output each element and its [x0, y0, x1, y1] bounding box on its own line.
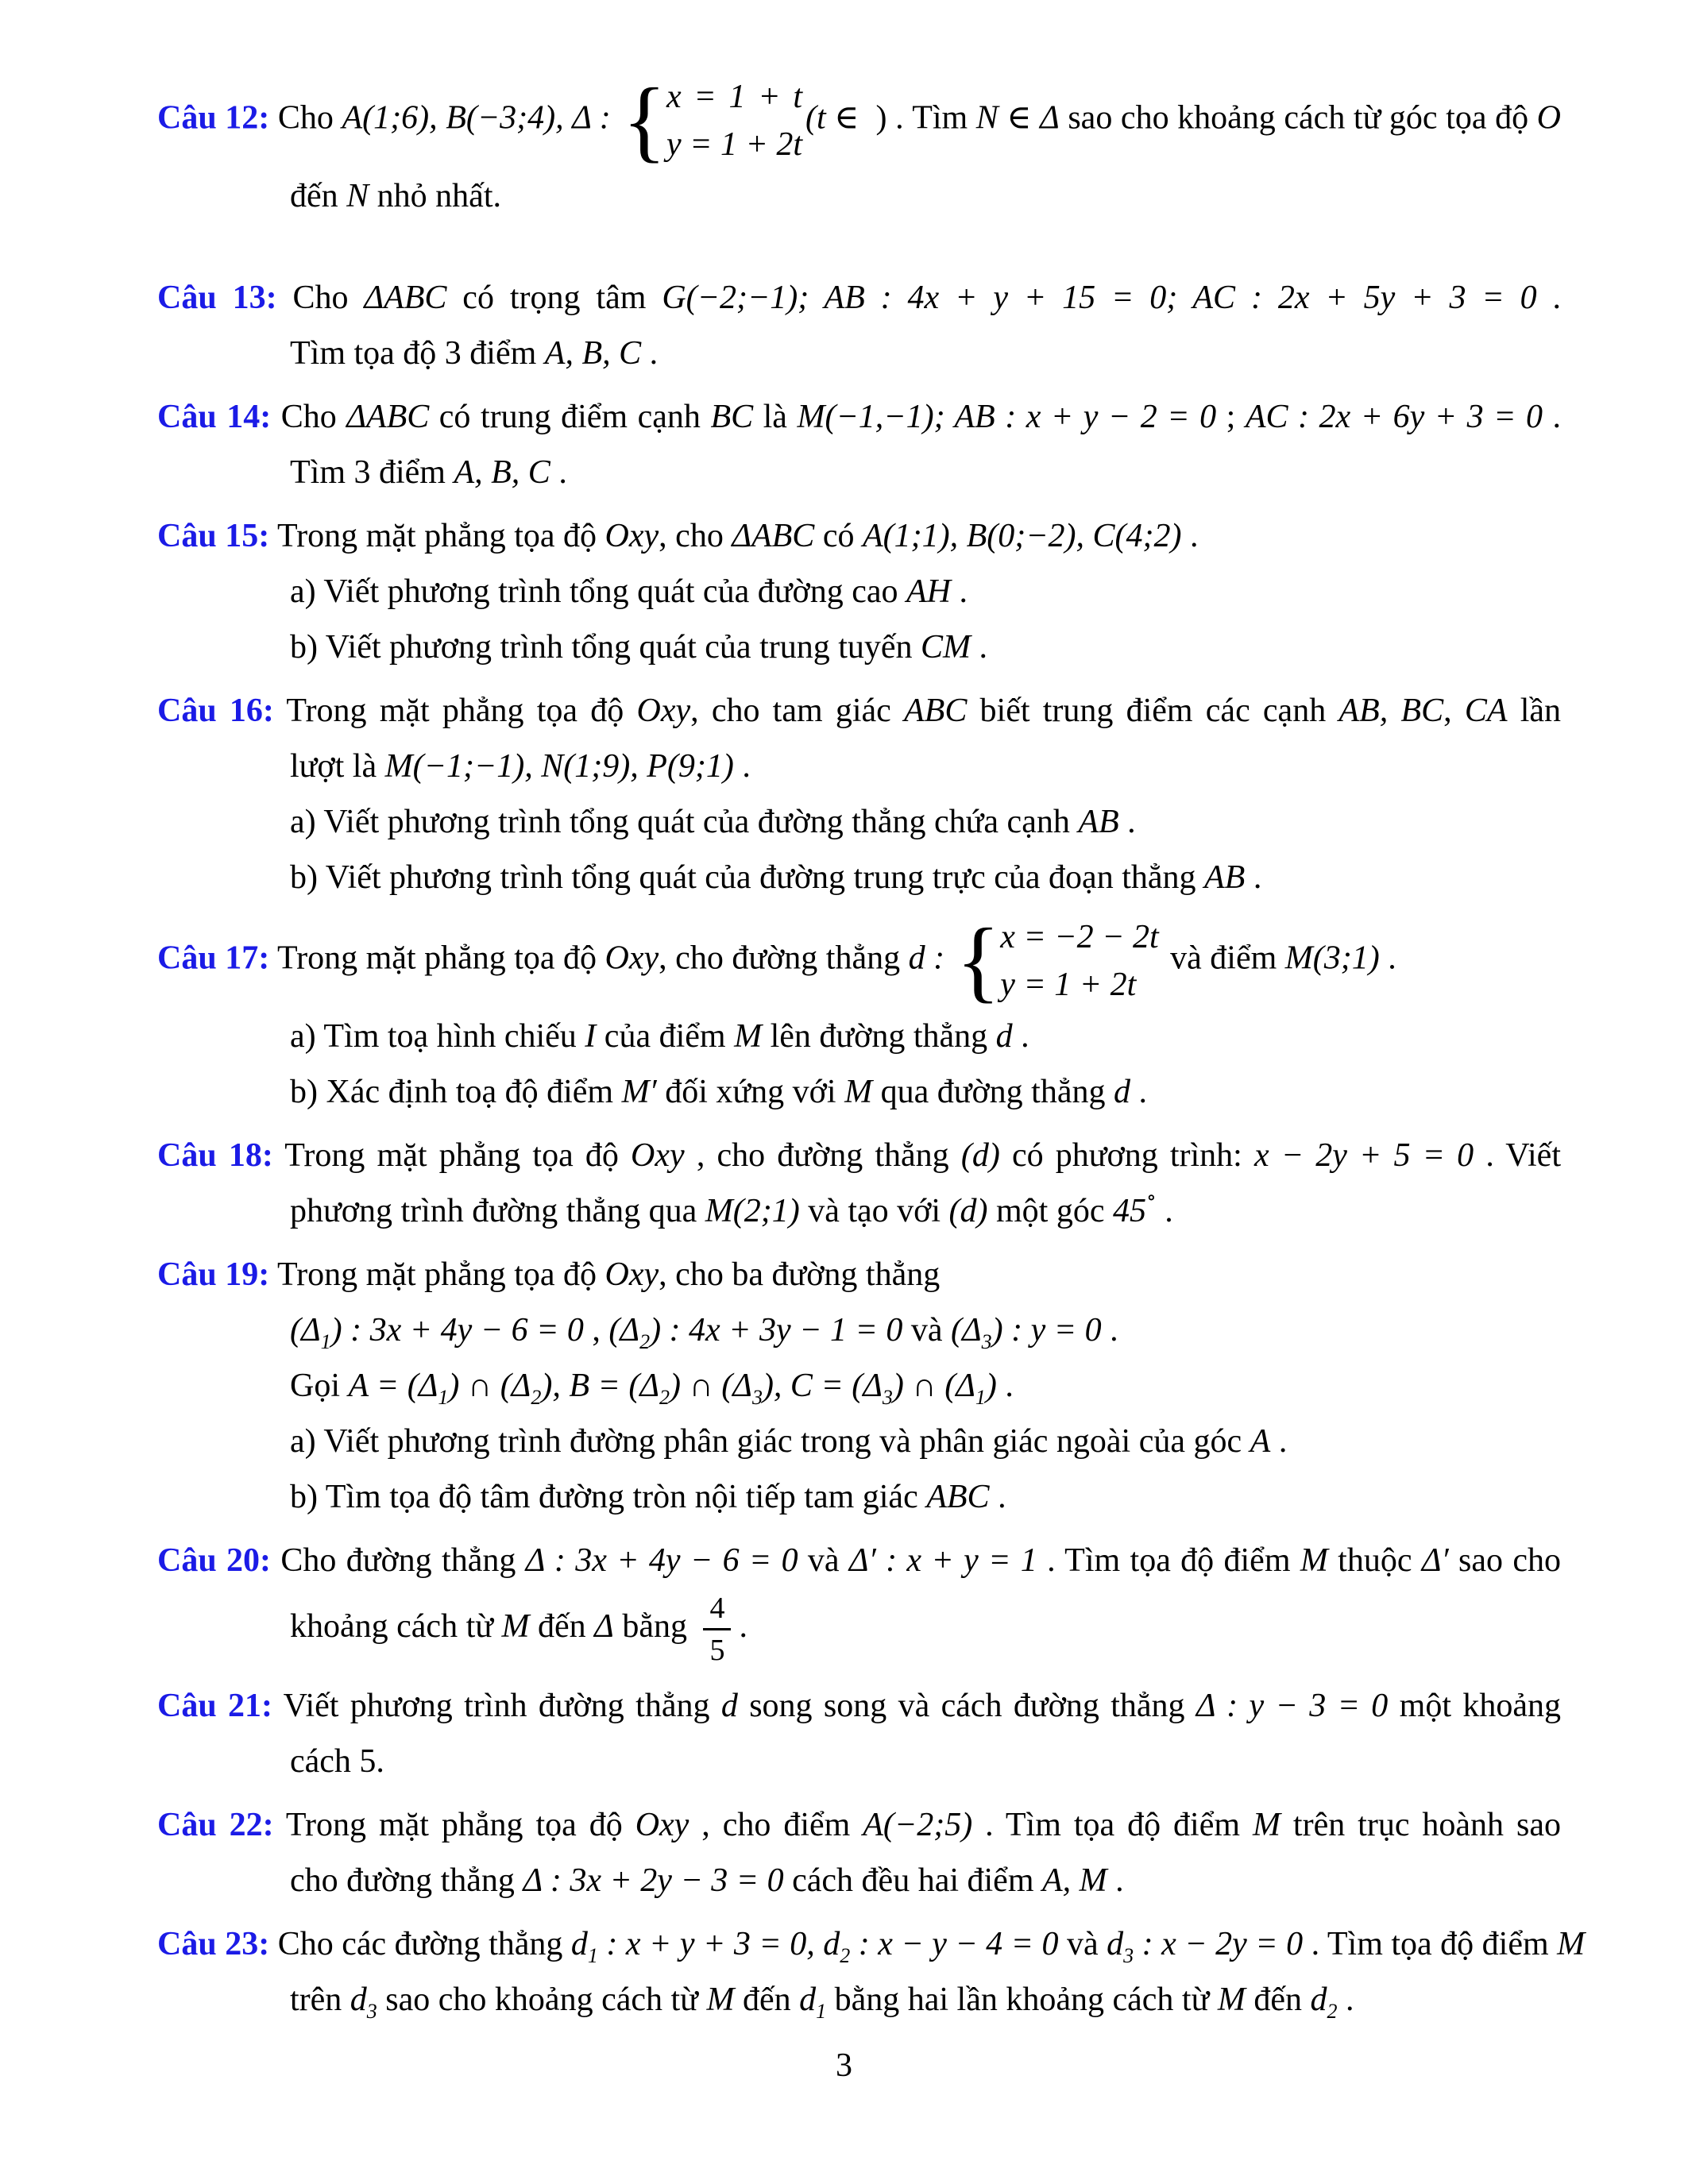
text-run: Cho các đường thẳng: [277, 1926, 571, 1962]
text-run: có: [814, 518, 863, 554]
text-run: nhỏ nhất.: [369, 178, 501, 214]
text-run: a) Viết phương trình đường phân giác trong và phân giác ngoài của góc: [290, 1423, 1250, 1460]
text-run: b) Xác định toạ độ điểm: [290, 1074, 622, 1110]
math-run: : x − y − 4 = 0: [850, 1926, 1059, 1962]
math-run: A(1;6), B(−3;4), Δ :: [342, 99, 620, 137]
text-run: .: [1270, 1423, 1288, 1460]
question-label: Câu 19:: [157, 1256, 270, 1293]
text-run: .: [996, 1368, 1014, 1404]
text-run: . Tìm tọa độ điểm: [1303, 1926, 1558, 1962]
question-line: [290, 1302, 1561, 1358]
text-run: có trọng tâm: [446, 280, 662, 316]
text-run: có trung điểm cạnh: [429, 399, 711, 435]
question-label: Câu 23:: [157, 1926, 270, 1962]
text-run: , cho tam giác: [690, 693, 905, 729]
question-list: [0, 70, 1688, 2028]
question-label: Câu 20:: [157, 1542, 272, 1579]
text-run: đến: [290, 178, 347, 214]
text-run: bằng hai lần khoảng cách từ: [826, 1981, 1218, 2018]
math-run: N ∈ Δ: [975, 99, 1060, 137]
math-run: AH: [906, 573, 951, 610]
math-run: CM: [921, 629, 971, 666]
question-line: [290, 1588, 1561, 1670]
text-run: Cho: [277, 99, 342, 137]
text-run: Cho: [292, 280, 365, 316]
subscript-run: 1: [438, 1386, 449, 1409]
math-run: Oxy: [635, 1807, 689, 1843]
math-run: Δ : 3x + 2y − 3 = 0: [523, 1862, 784, 1899]
text-run: . Tìm tọa độ điểm: [972, 1807, 1253, 1843]
text-run: .: [989, 1479, 1006, 1515]
question-line: [290, 326, 1561, 381]
text-run: ;: [1216, 399, 1246, 435]
math-run: d: [720, 1688, 738, 1724]
math-run: d: [1114, 1074, 1130, 1110]
text-run: trên trục hoành sao: [1280, 1807, 1561, 1843]
text-run: và: [798, 1542, 849, 1579]
math-run: x − 2y + 5 = 0: [1254, 1137, 1474, 1174]
question-line: [290, 1183, 1561, 1239]
question-line: [290, 1358, 1561, 1414]
question-line: [157, 1678, 1561, 1734]
text-run: .: [739, 1608, 747, 1646]
text-run: Cho: [280, 399, 347, 435]
subscript-run: 2: [659, 1386, 670, 1409]
math-run: AC : 2x + 6y + 3 = 0: [1245, 399, 1543, 435]
math-run: BC: [710, 399, 754, 435]
math-run: Δ : y − 3 = 0: [1196, 1688, 1389, 1724]
text-run: một góc: [987, 1193, 1113, 1229]
math-run: M: [1300, 1542, 1328, 1579]
subscript-run: 3: [366, 2000, 377, 2023]
question-line: [157, 910, 1561, 1012]
math-run: M: [844, 1074, 873, 1110]
subscript-run: 1: [587, 1944, 598, 1967]
math-run: ) ∩ (Δ: [892, 1368, 975, 1404]
question-line: [157, 70, 1562, 172]
text-run: Tìm tọa độ 3 điểm: [290, 335, 545, 372]
text-run: , cho đường thẳng: [684, 1137, 961, 1174]
text-run: .: [1118, 804, 1136, 840]
question: [0, 1678, 1688, 1789]
text-run: . Viết: [1474, 1137, 1561, 1174]
question: [0, 1797, 1688, 1908]
math-run: ABC: [926, 1479, 990, 1515]
math-run: Oxy: [631, 1137, 685, 1174]
question: [0, 508, 1688, 675]
question-line: [290, 1853, 1561, 1908]
question-line: [290, 1064, 1561, 1120]
page-number: 3: [836, 2047, 852, 2084]
math-run: : x − 2y = 0: [1134, 1926, 1304, 1962]
math-run: AB: [1078, 804, 1119, 840]
text-run: b) Viết phương trình tổng quát của trung tuyến: [290, 629, 921, 666]
text-run: .: [1379, 940, 1396, 977]
text-run: .: [971, 629, 988, 666]
text-run: .: [1156, 1193, 1173, 1229]
question-line: [157, 1533, 1561, 1588]
math-run: A = (Δ: [348, 1368, 438, 1404]
text-run: một khoảng: [1388, 1688, 1561, 1724]
subscript-run: 2: [1327, 2000, 1338, 2023]
math-run: ΔABC: [346, 399, 430, 435]
question: [0, 270, 1688, 381]
fraction-denominator: 5: [709, 1634, 725, 1667]
question-line: [290, 619, 1561, 675]
text-run: .: [733, 748, 751, 785]
math-run: M′: [621, 1074, 657, 1110]
question: [0, 1247, 1688, 1525]
question-line: [290, 445, 1561, 500]
text-run: có phương trình:: [999, 1137, 1254, 1174]
question-line: [290, 794, 1561, 850]
math-run: (Δ: [951, 1312, 982, 1349]
question-line: [290, 1972, 1561, 2028]
text-run: của điểm: [596, 1018, 735, 1055]
text-run: .: [1130, 1074, 1147, 1110]
text-run: Trong mặt phẳng tọa độ: [285, 1807, 635, 1843]
math-run: I: [585, 1018, 597, 1055]
math-run: A, B, C: [544, 335, 642, 372]
question-label: Câu 21:: [157, 1688, 273, 1724]
math-run: (t ∈: [805, 99, 859, 137]
question-label: Câu 18:: [157, 1137, 273, 1174]
text-run: đến: [734, 1981, 800, 2018]
superscript-run: ∘: [1146, 1186, 1157, 1209]
math-run: ) ∩ (Δ: [669, 1368, 752, 1404]
text-run: .: [1543, 399, 1562, 435]
text-run: cho đường thẳng: [290, 1862, 523, 1899]
math-run: M: [1252, 1807, 1280, 1843]
question-label: Câu 17:: [157, 940, 270, 977]
math-run: G(−2;−1); AB : 4x + y + 15 = 0; AC : 2x + 5y + 3 = 0: [662, 280, 1537, 316]
text-run: bằng: [613, 1608, 696, 1646]
text-run: lên đường thẳng: [762, 1018, 996, 1055]
math-run: M(3;1): [1284, 940, 1380, 977]
subscript-run: 3: [882, 1386, 893, 1409]
subscript-run: 2: [639, 1330, 651, 1353]
math-run: (d): [948, 1193, 988, 1229]
text-run: .: [641, 335, 659, 372]
question: [0, 1128, 1688, 1239]
math-run: A(−2;5): [863, 1807, 973, 1843]
math-run: A, M: [1041, 1862, 1107, 1899]
text-run: Trong mặt phẳng tọa độ: [276, 1256, 605, 1293]
math-run: M: [706, 1981, 735, 2018]
math-run: O: [1536, 99, 1562, 137]
math-run: ), C = (Δ: [762, 1368, 883, 1404]
math-run: ABC: [904, 693, 968, 729]
fraction-numerator: 4: [703, 1588, 731, 1630]
question-line: [157, 1797, 1561, 1853]
question-line: [157, 270, 1562, 326]
text-run: Viết phương trình đường thẳng: [283, 1688, 721, 1724]
math-run: ), B = (Δ: [541, 1368, 659, 1404]
math-run: Δ: [594, 1608, 614, 1646]
question: [0, 1916, 1688, 2028]
text-run: sao cho khoảng cách từ góc tọa độ: [1059, 99, 1537, 137]
text-run: .: [550, 454, 567, 491]
question-line: [290, 168, 1561, 224]
text-run: .: [1181, 518, 1199, 554]
equation: y = 1 + 2t: [1000, 967, 1137, 1003]
question: [0, 683, 1688, 905]
question-line: [157, 1128, 1561, 1183]
subscript-run: 3: [1123, 1944, 1134, 1967]
math-run: ) ∩ (Δ: [448, 1368, 531, 1404]
text-run: a) Viết phương trình tổng quát của đường thẳng chứa cạnh: [290, 804, 1079, 840]
text-run: lần: [1507, 693, 1562, 729]
equation-stack: [1000, 913, 1158, 1009]
math-run: M: [1217, 1981, 1246, 2018]
text-run: Trong mặt phẳng tọa độ: [286, 693, 637, 729]
math-run: d: [995, 1018, 1013, 1055]
subscript-run: 3: [981, 1330, 992, 1353]
question-label: Câu 13:: [157, 280, 277, 316]
question-line: [157, 1916, 1586, 1972]
text-run: . Tìm tọa độ điểm: [1037, 1542, 1300, 1579]
math-run: (Δ: [608, 1312, 640, 1349]
text-run: song song và cách đường thẳng: [737, 1688, 1196, 1724]
text-run: Trong mặt phẳng tọa độ: [276, 518, 605, 554]
math-run: M(−1,−1); AB : x + y − 2 = 0: [797, 399, 1217, 435]
math-run: Δ : 3x + 4y − 6 = 0: [525, 1542, 798, 1579]
math-run: ) : 4x + 3y − 1 = 0: [650, 1312, 903, 1349]
text-run: lượt là: [290, 748, 385, 785]
question-label: Câu 14:: [157, 399, 272, 435]
question-line: [290, 1734, 1561, 1789]
math-run: 45: [1113, 1193, 1146, 1229]
text-run: thuộc: [1327, 1542, 1422, 1579]
math-run: ΔABC: [364, 280, 447, 316]
question-line: [157, 508, 1561, 564]
math-run: M(2;1): [705, 1193, 800, 1229]
question-line: [290, 850, 1561, 905]
text-run: , cho: [659, 518, 732, 554]
question-line: [290, 564, 1561, 619]
text-run: ,: [1443, 693, 1465, 729]
math-run: CA: [1464, 693, 1508, 729]
math-run: Oxy: [605, 518, 659, 554]
math-run: Oxy: [636, 693, 691, 729]
math-run: M: [501, 1608, 530, 1646]
math-run: Oxy: [605, 1256, 659, 1293]
equation-system: [622, 70, 802, 172]
math-run: M(−1;−1), N(1;9), P(9;1): [384, 748, 734, 785]
question: [0, 910, 1688, 1120]
question-label: Câu 22:: [157, 1807, 274, 1843]
math-run: AB: [1204, 859, 1246, 896]
question-line: [290, 1469, 1561, 1525]
math-run: (Δ: [290, 1312, 321, 1349]
math-run: d: [570, 1926, 588, 1962]
text-run: a) Viết phương trình tổng quát của đường cao: [290, 573, 906, 610]
brace-icon: {: [956, 910, 1001, 1012]
question-label: Câu 15:: [157, 518, 270, 554]
text-run: Trong mặt phẳng tọa độ: [284, 1137, 632, 1174]
question: [0, 389, 1688, 500]
question: [0, 1533, 1688, 1670]
text-run: .: [1012, 1018, 1029, 1055]
math-run: Oxy: [605, 940, 659, 977]
math-run: AB, BC: [1338, 693, 1444, 729]
text-run: biết trung điểm các cạnh: [967, 693, 1339, 729]
text-run: Cho đường thẳng: [280, 1542, 526, 1579]
question-line: [157, 1247, 1561, 1302]
math-run: d: [1107, 1926, 1124, 1962]
text-run: khoảng cách từ: [290, 1608, 502, 1646]
text-run: Tìm 3 điểm: [290, 454, 454, 491]
question-label: Câu 12:: [157, 99, 270, 137]
question-line: [290, 739, 1561, 794]
math-run: ) : 3x + 4y − 6 = 0: [330, 1312, 584, 1349]
brace-icon: {: [622, 70, 666, 172]
math-run: d: [1310, 1981, 1327, 2018]
subscript-run: 1: [975, 1386, 986, 1409]
math-run: A(1;1), B(0;−2), C(4;2): [862, 518, 1182, 554]
question-label: Câu 16:: [157, 693, 274, 729]
math-run: M: [734, 1018, 763, 1055]
text-run: cách 5.: [290, 1743, 384, 1780]
text-run: sao cho khoảng cách từ: [377, 1981, 707, 2018]
math-run: ΔABC: [732, 518, 815, 554]
text-run: .: [950, 573, 968, 610]
text-run: trên: [290, 1981, 350, 2018]
math-run: ) : y = 0: [991, 1312, 1102, 1349]
text-run: .: [1536, 280, 1562, 316]
equation: y = 1 + 2t: [666, 126, 802, 163]
question-line: [290, 1414, 1561, 1469]
text-run: và điểm: [1161, 940, 1285, 977]
equation-stack: [666, 73, 802, 168]
text-run: .: [1245, 859, 1262, 896]
text-run: cách đều hai điểm: [783, 1862, 1042, 1899]
math-run: (d): [960, 1137, 1000, 1174]
text-run: và: [902, 1312, 951, 1349]
text-run: b) Viết phương trình tổng quát của đường trung trực của đoạn thẳng: [290, 859, 1205, 896]
text-run: ) . Tìm: [859, 99, 976, 137]
text-run: đối xứng với: [656, 1074, 845, 1110]
text-run: và: [1058, 1926, 1107, 1962]
question-line: [157, 389, 1562, 445]
text-run: .: [1107, 1862, 1124, 1899]
text-run: a) Tìm toạ hình chiếu: [290, 1018, 585, 1055]
math-run: Δ′ : x + y = 1: [848, 1542, 1037, 1579]
equation: x = 1 + t: [666, 79, 802, 115]
text-run: .: [1337, 1981, 1354, 2018]
equation-system: [956, 910, 1159, 1012]
math-run: N: [346, 178, 369, 214]
text-run: b) Tìm tọa độ tâm đường tròn nội tiếp tam giác: [290, 1479, 927, 1515]
text-run: đến: [529, 1608, 595, 1646]
subscript-run: 2: [531, 1386, 542, 1409]
math-run: A, B, C: [454, 454, 550, 491]
text-run: là: [753, 399, 798, 435]
text-run: đến: [1245, 1981, 1311, 2018]
math-run: d: [799, 1981, 817, 2018]
math-run: : x + y + 3 = 0, d: [597, 1926, 840, 1962]
subscript-run: 3: [751, 1386, 763, 1409]
question: [0, 70, 1688, 224]
math-run: M: [1557, 1926, 1586, 1962]
subscript-run: 2: [840, 1944, 851, 1967]
text-run: , cho điểm: [689, 1807, 863, 1843]
math-run: d :: [908, 940, 953, 977]
text-run: qua đường thẳng: [872, 1074, 1114, 1110]
equation: x = −2 − 2t: [1000, 919, 1159, 955]
text-run: , cho đường thẳng: [659, 940, 909, 977]
question-line: [290, 1009, 1561, 1064]
text-run: ,: [583, 1312, 609, 1349]
math-run: Δ′: [1421, 1542, 1449, 1579]
question-line: [157, 683, 1562, 739]
fraction: [703, 1588, 731, 1670]
text-run: Gọi: [290, 1368, 349, 1404]
text-run: Trong mặt phẳng tọa độ: [276, 940, 605, 977]
math-run: d: [350, 1981, 367, 2018]
text-run: và tạo với: [799, 1193, 949, 1229]
text-run: .: [1101, 1312, 1118, 1349]
subscript-run: 1: [320, 1330, 331, 1353]
math-run: ): [985, 1368, 997, 1404]
text-run: phương trình đường thẳng qua: [290, 1193, 705, 1229]
text-run: sao cho: [1448, 1542, 1561, 1579]
subscript-run: 1: [816, 2000, 827, 2023]
math-run: A: [1250, 1423, 1271, 1460]
text-run: , cho ba đường thẳng: [659, 1256, 941, 1293]
